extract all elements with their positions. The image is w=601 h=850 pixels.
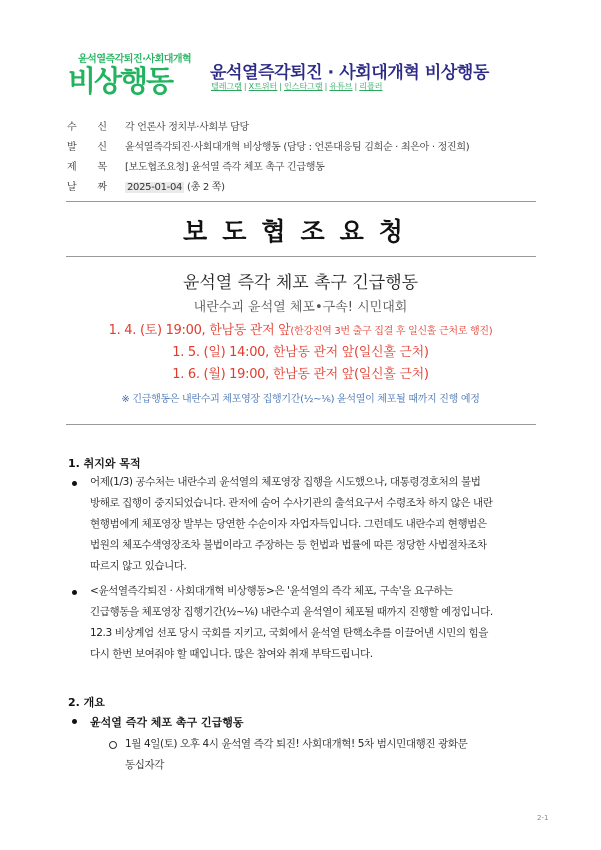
section-heading: 1. 취지와 목적 [68,457,141,470]
meta-value [125,178,225,193]
meta-value: 윤석열즉각퇴진·사회대개혁 비상행동 (담당 : 언론대응팀 김희순 · 최은아 · 정진희) [125,142,470,153]
sns-links [211,81,382,92]
meta-key: 수 신 [67,122,107,133]
event-title: 윤석열 즉각 체포 촉구 긴급행동 [182,273,419,293]
link-separator: | [324,82,328,91]
date-value: 2025-01-04 [127,182,183,193]
logo-top-text: 윤석열즉각퇴진·사회대개혁 [78,54,192,65]
meta-key: 제 목 [67,162,107,173]
meta-row-sender [67,138,547,158]
section-heading: 2. 개요 [68,696,105,709]
telegram-link[interactable]: 텔레그램 [211,82,242,91]
schedule-item: 1. 5. (일) 14:00, 한남동 관저 앞(일신홀 근처) [172,345,429,360]
link-separator: | [279,82,282,91]
divider-line [66,424,536,425]
bullet-icon [72,590,77,595]
divider-line [66,201,536,202]
bullet-icon [72,719,77,724]
divider-line [66,256,536,257]
meta-key: 발 신 [67,142,107,153]
sub-paragraph: 1월 4일(토) 오후 4시 윤석열 즉각 퇴진! 사회대개혁! 5차 범시민대행진 광화문 동십자각 [125,738,468,771]
paragraph: <윤석열즉각퇴진 · 사회대개혁 비상행동>은 '윤석열의 즉각 체포, 구속'을 요구하는 긴급행동을 체포영장 집행기간(½~⅙) 내란수괴 윤석열이 체포될 때까지 진행할 예정입니다. 12.3 비상계엄 선포 당시 국회를 지키고, 국회에서 윤석열 탄핵소추를 이끌어낸 시민의 힘을 다시 한번 보여줘야 할 때입니다. 많은 참여와 취재 부탁드립니다. [90,585,493,660]
schedule-item: 1. 4. (토) 19:00, 한남동 관저 앞(한강진역 3번 출구 집결 후 일신홀 근처로 행진) [108,323,493,338]
link-separator: | [354,82,358,91]
paragraph: 어제(1/3) 공수처는 내란수괴 윤석열의 체포영장 집행을 시도했으나, 대통령경호처의 불법 방해로 집행이 중지되었습니다. 관저에 숨어 수사기관의 출석요구서 수령조차 하지 않은 내란 현행범에게 체포영장 발부는 당연한 수순이자 자업자득입니다. 그런데도 내란수괴 현행범은 법원의 체포수색영장조차 불법이라고 주장하는 등 헌법과 법률에 따른 정당한 사법절차조차 따르지 않고 있습니다. [90,476,493,572]
meta-value: [보도협조요청] 윤석열 즉각 체포 촉구 긴급행동 [125,162,325,173]
replr-link[interactable]: 리플러 [359,82,383,91]
page-count: (총 2 쪽) [187,182,225,193]
meta-row-date [67,178,547,198]
meta-table [67,118,547,198]
organization-title: 윤석열즉각퇴진 · 사회대개혁 비상행동 [210,63,489,83]
document-title: 보도협조요청 [183,217,418,246]
organization-logo [66,50,190,96]
meta-row-recipient [67,118,547,138]
meta-key: 날 짜 [67,182,107,193]
sub-bullet-icon [109,741,117,749]
bullet-icon [72,481,77,486]
meta-value: 각 언론사 정치부·사회부 담당 [125,122,249,133]
page-number: 2-1 [537,814,549,822]
event-notice: ※ 긴급행동은 내란수괴 체포영장 집행기간(½~⅙) 윤석열이 체포될 때까지 진행 예정 [121,394,480,405]
link-separator: | [243,82,247,91]
youtube-link[interactable]: 유튜브 [329,82,353,91]
instagram-link[interactable]: 인스타그램 [284,82,323,91]
event-subtitle: 내란수괴 윤석열 체포•구속! 시민대회 [193,300,408,315]
logo-main-text: 비상행동 [68,64,173,98]
overview-item-title: 윤석열 즉각 체포 촉구 긴급행동 [90,716,244,729]
twitter-link[interactable]: X트위터 [248,82,278,91]
schedule-item: 1. 6. (월) 19:00, 한남동 관저 앞(일신홀 근처) [172,367,429,382]
meta-row-subject [67,158,547,178]
